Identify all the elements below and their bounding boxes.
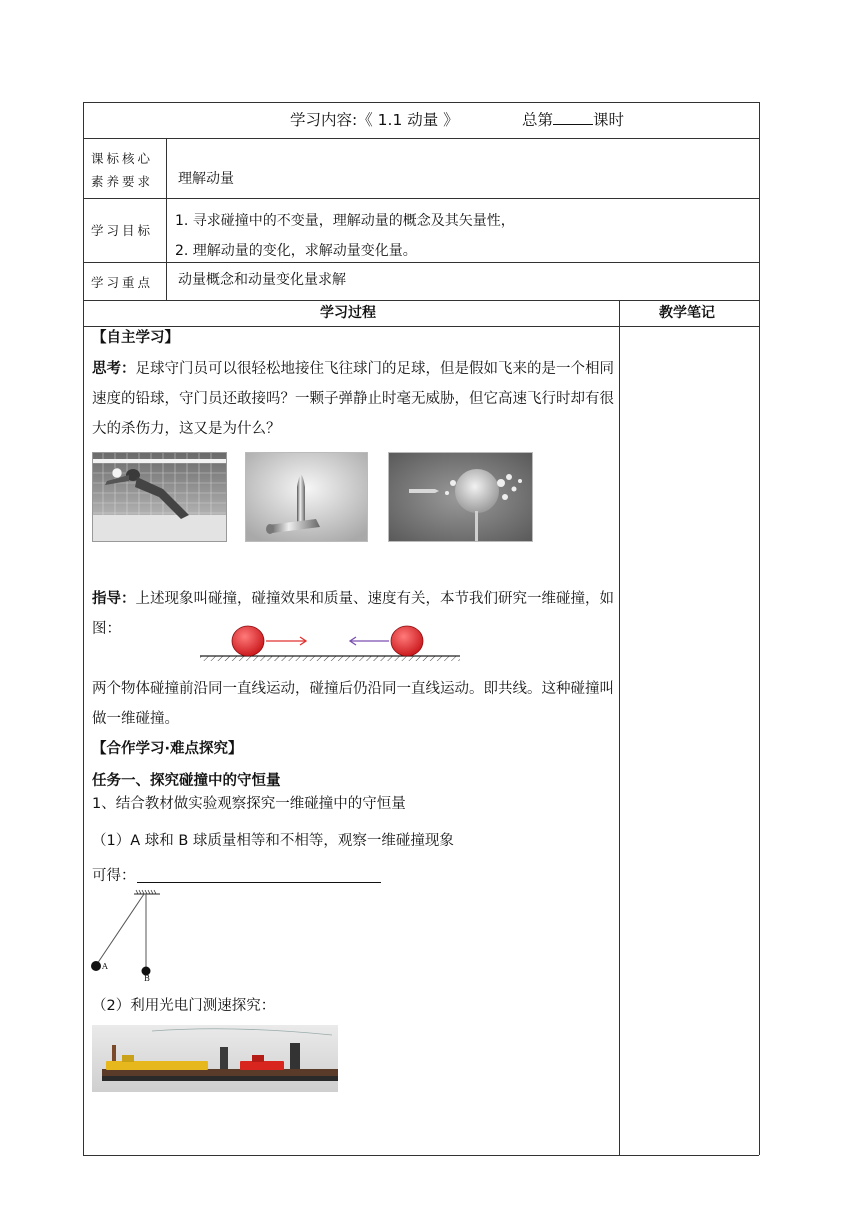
goal-item-2: 2. 理解动量的变化，求解动量变化量。 bbox=[175, 243, 417, 259]
think-paragraph bbox=[92, 354, 616, 444]
sub2-text: （2）利用光电门测速探究： bbox=[92, 998, 276, 1014]
sub1-text: （1）A 球和 B 球质量相等和不相等，观察一维碰撞现象 bbox=[92, 833, 454, 849]
label-column-divider bbox=[166, 138, 167, 300]
pendulum-diagram bbox=[86, 888, 166, 988]
task1-heading: 任务一、探究碰撞中的守恒量 bbox=[92, 773, 281, 789]
goalkeeper-photo bbox=[92, 452, 227, 542]
table-top-border bbox=[83, 102, 759, 103]
arrow-right bbox=[266, 637, 306, 645]
core-label-line1: 课标核心 bbox=[91, 151, 154, 166]
table-bottom-border bbox=[83, 1155, 759, 1156]
ball-left bbox=[232, 626, 264, 656]
row-divider bbox=[83, 198, 759, 199]
apple-bullet-photo bbox=[388, 452, 533, 542]
row-divider bbox=[83, 138, 759, 139]
pendulum-ball-a bbox=[91, 961, 101, 971]
result-label: 可得： bbox=[92, 868, 136, 884]
guide-after-paragraph: 两个物体碰撞前沿同一直线运动，碰撞后仍沿同一直线运动。即共线。这种碰撞叫做一维碰撞。 bbox=[92, 681, 614, 727]
row-divider bbox=[83, 300, 759, 301]
step1-text: 1、结合教材做实验观察探究一维碰撞中的守恒量 bbox=[92, 796, 406, 812]
collision-diagram bbox=[198, 624, 462, 664]
table-right-border bbox=[759, 102, 760, 1155]
lesson-prefix: 总第 bbox=[522, 111, 554, 129]
lesson-number bbox=[522, 110, 624, 130]
ball-right bbox=[391, 626, 423, 656]
notes-column-header: 教学笔记 bbox=[659, 305, 715, 321]
process-column-header: 学习过程 bbox=[320, 305, 376, 321]
table-left-border bbox=[83, 102, 84, 1155]
arrow-left bbox=[350, 637, 389, 645]
key-label: 学习重点 bbox=[91, 275, 154, 290]
ball-a-label: A bbox=[102, 962, 108, 971]
lesson-title: 学习内容:《 1.1 动量 》 bbox=[290, 111, 459, 129]
row-divider bbox=[83, 326, 759, 327]
air-track-photo bbox=[92, 1025, 338, 1092]
goal-label: 学习目标 bbox=[91, 223, 154, 238]
goal-item-1: 1. 寻求碰撞中的不变量，理解动量的概念及其矢量性， bbox=[175, 213, 515, 229]
guide-text: 上述现象叫碰撞，碰撞效果和质量、速度有关，本节我们研究一维碰撞，如图： bbox=[92, 591, 614, 637]
result-answer-line[interactable] bbox=[137, 882, 381, 883]
lesson-suffix: 课时 bbox=[593, 111, 625, 129]
lesson-number-blank[interactable] bbox=[553, 110, 593, 125]
guide-label: 指导： bbox=[92, 591, 136, 607]
row-divider bbox=[83, 262, 759, 263]
notes-column-divider bbox=[619, 300, 620, 1155]
core-content: 理解动量 bbox=[178, 171, 234, 187]
bullet-photo bbox=[245, 452, 368, 542]
think-label: 思考： bbox=[92, 361, 136, 377]
core-label-line2: 素养要求 bbox=[91, 174, 154, 189]
self-study-heading: 【自主学习】 bbox=[92, 330, 179, 346]
coop-heading: 【合作学习·难点探究】 bbox=[92, 741, 243, 757]
ball-b-label: B bbox=[144, 974, 150, 983]
key-content: 动量概念和动量变化量求解 bbox=[178, 272, 346, 288]
think-text: 足球守门员可以很轻松地接住飞往球门的足球，但是假如飞来的是一个相同速度的铅球，守门员还敢接吗？一颗子弹静止时毫无威胁，但它高速飞行时却有很大的杀伤力，这又是为什么？ bbox=[92, 361, 614, 437]
